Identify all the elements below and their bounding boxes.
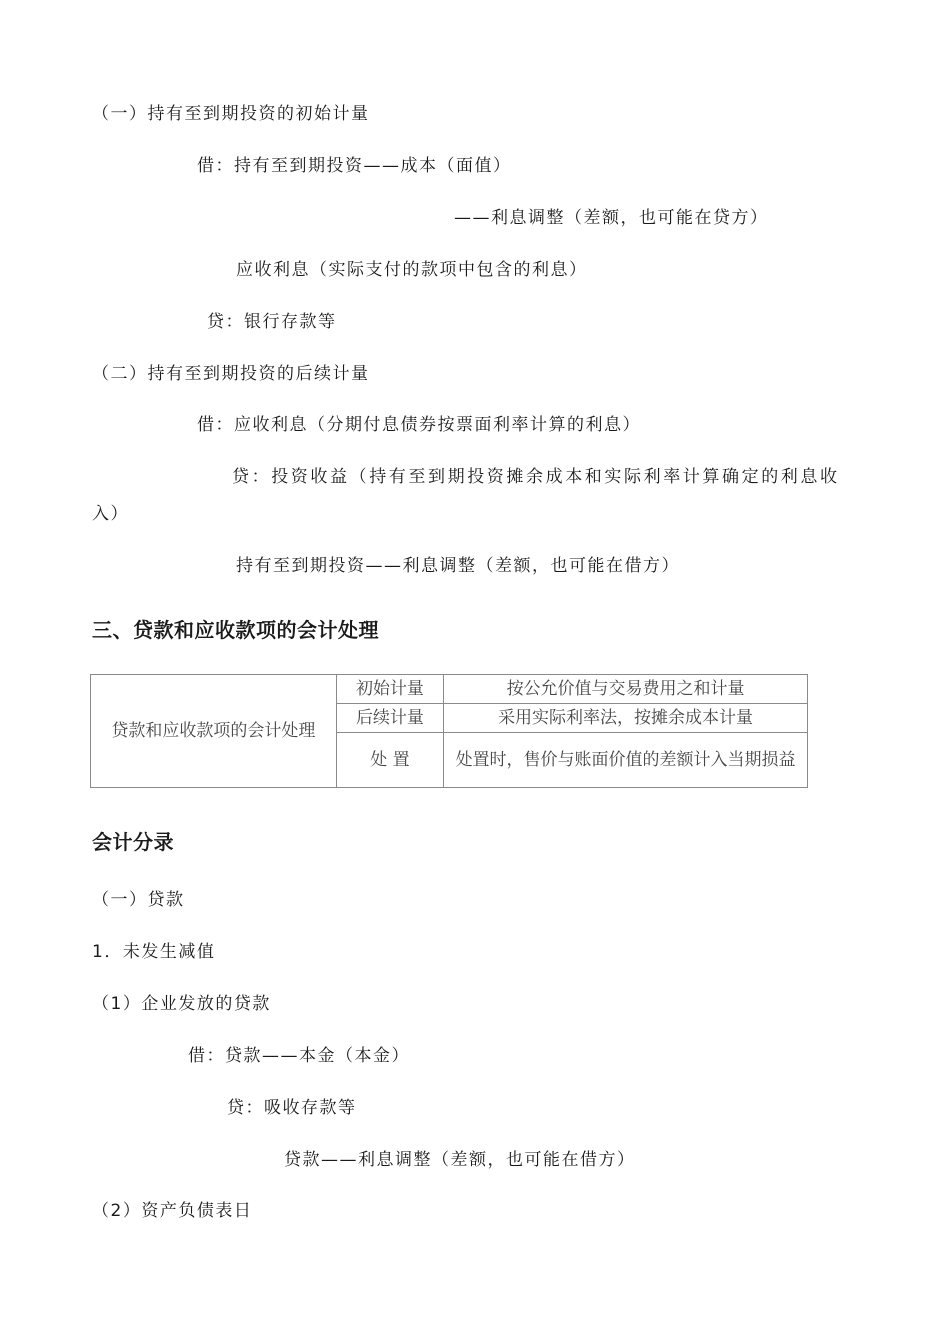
sub2-adjustment: 持有至到期投资——利息调整（差额，也可能在借方） <box>236 556 680 576</box>
sub1-credit-entry: 贷：银行存款等 <box>207 312 337 332</box>
section2-sub2-title: （二）持有至到期投资的后续计量 <box>92 364 370 384</box>
sub1-debit-adjustment: ——利息调整（差额，也可能在贷方） <box>454 208 769 228</box>
no-impairment-title: 1．未发生减值 <box>92 942 216 962</box>
table-stage-cell: 后续计量 <box>336 704 443 733</box>
sub1-debit-entry: 借：持有至到期投资——成本（面值） <box>197 156 512 176</box>
table-rule-cell: 处置时，售价与账面价值的差额计入当期损益 <box>444 733 808 788</box>
table-rule-cell: 按公允价值与交易费用之和计量 <box>444 675 808 704</box>
table-stage-cell: 初始计量 <box>336 675 443 704</box>
loan-title: （一）贷款 <box>92 890 185 910</box>
table-row-label: 贷款和应收款项的会计处理 <box>91 675 337 788</box>
loan-issue-debit: 借：贷款——本金（本金） <box>188 1046 410 1066</box>
balance-date-title: （2）资产负债表日 <box>92 1201 253 1221</box>
sub2-credit-entry-wrap: 入） <box>92 504 129 524</box>
loan-receivable-summary-table <box>90 674 808 788</box>
loan-issue-title: （1）企业发放的贷款 <box>92 994 271 1014</box>
loan-issue-credit: 贷：吸收存款等 <box>227 1098 357 1118</box>
sub2-credit-entry: 贷：投资收益（持有至到期投资摊余成本和实际利率计算确定的利息收 <box>232 467 840 487</box>
entries-heading: 会计分录 <box>92 830 174 854</box>
sub2-debit-entry: 借：应收利息（分期付息债券按票面利率计算的利息） <box>197 415 641 435</box>
loan-issue-adjustment: 贷款——利息调整（差额，也可能在借方） <box>284 1150 636 1170</box>
sub1-interest-receivable: 应收利息（实际支付的款项中包含的利息） <box>236 260 588 280</box>
table-rule-cell: 采用实际利率法，按摊余成本计量 <box>444 704 808 733</box>
table-row <box>91 675 808 704</box>
table-stage-cell: 处 置 <box>336 733 443 788</box>
section2-sub1-title: （一）持有至到期投资的初始计量 <box>92 104 370 124</box>
section3-heading: 三、贷款和应收款项的会计处理 <box>92 618 379 642</box>
